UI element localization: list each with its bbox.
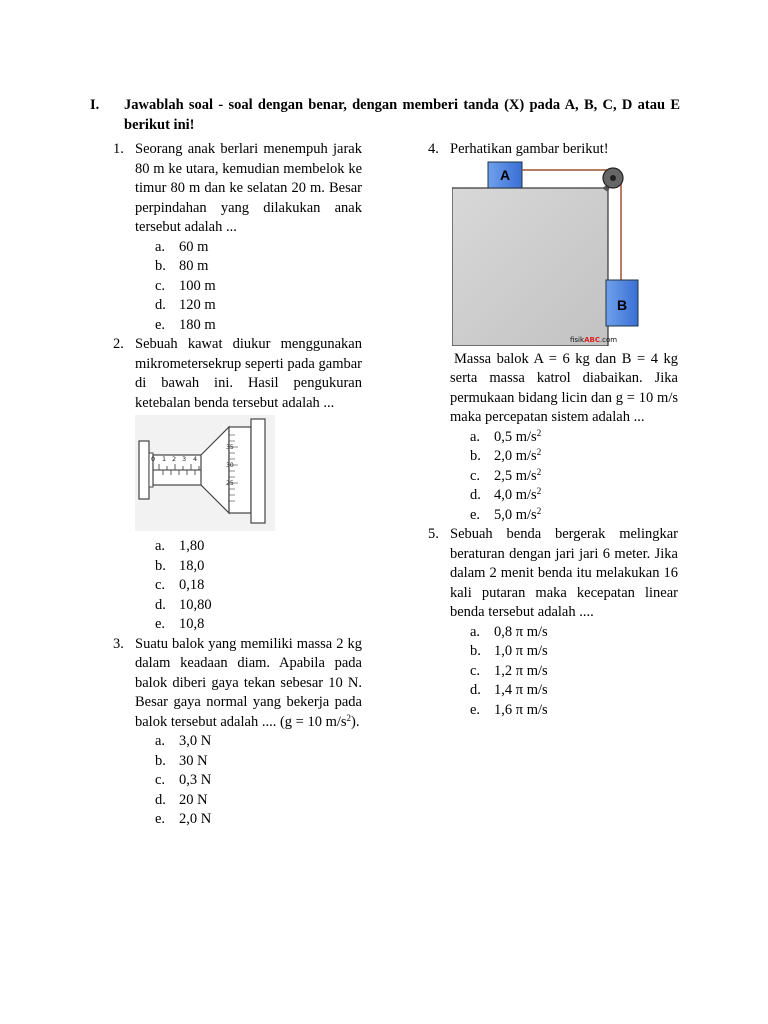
option-c[interactable]: c. 2,5 $m/s^2$ (470, 467, 678, 487)
question-text: Perhatikan gambar berikut! (450, 141, 609, 157)
option-text: 0,8 π m/s (494, 623, 548, 640)
option-c[interactable] (155, 576, 362, 596)
option-letter: d. (155, 297, 166, 313)
question-text-2: Massa balok A = 6 kg dan B = 4 kg serta massa katrol diabaikan. Jika permukaan bidang licin dan g = 10 m/s maka percepatan sistem adalah ... (450, 350, 678, 425)
option-text: 80 m (179, 258, 209, 274)
section-number: I. (90, 97, 100, 113)
option-text: 1,2 π m/s (494, 662, 548, 679)
option-letter: c. (155, 772, 166, 788)
option-b[interactable] (155, 257, 362, 277)
option-text: 1,6 π m/s (494, 701, 548, 718)
main-scale-0: 0 (151, 455, 156, 463)
option-text: 60 m (179, 238, 209, 255)
pulley-drawing (452, 160, 640, 346)
option-text: 30 N (179, 752, 208, 769)
options-list (450, 428, 678, 526)
option-text: 120 m (179, 297, 216, 313)
question-5 (428, 525, 678, 720)
option-b[interactable]: b. 2,0 $m/s^2$ (470, 447, 678, 467)
option-value: 2,5 (494, 467, 513, 484)
option-letter: b. (155, 557, 166, 574)
option-letter: a. (155, 238, 166, 255)
question-number: 5. (428, 526, 439, 542)
option-letter: a. (155, 733, 166, 749)
option-letter: e. (470, 506, 481, 523)
option-letter: b. (470, 643, 481, 659)
question-text: Seorang anak berlari menempuh jarak 80 m ke utara, kemudian membelok ke timur 80 m dan ke selatan 20 m. Besar perpindahan yang dilakukan anak tersebut adalah ... (135, 141, 362, 235)
option-d[interactable]: d. 4,0 $m/s^2$ (470, 486, 678, 506)
option-e[interactable] (155, 810, 362, 830)
option-letter: b. (470, 448, 481, 464)
block-b-label: B (616, 296, 628, 313)
option-letter: c. (470, 662, 481, 679)
main-scale-3: 3 (182, 455, 187, 463)
option-b[interactable] (155, 557, 362, 577)
option-letter: d. (470, 682, 481, 698)
option-letter: e. (155, 316, 166, 333)
option-a[interactable] (155, 732, 362, 752)
option-d[interactable] (155, 596, 362, 616)
option-text: 180 m (179, 316, 216, 333)
main-scale-1: 1 (162, 455, 167, 463)
question-text: Sebuah kawat diukur menggunakan mikrometersekrup seperti pada gambar di bawah ini. Hasil pengukuran ketebalan benda tersebut adalah ... (135, 336, 362, 411)
option-d[interactable] (470, 681, 678, 701)
option-value: 0,5 (494, 428, 513, 445)
question-4 (428, 140, 678, 525)
option-d[interactable] (155, 791, 362, 811)
option-text: 1,0 π m/s (494, 643, 548, 659)
option-a[interactable]: a. 0,5 $m/s^2$ (470, 428, 678, 448)
option-c[interactable] (155, 771, 362, 791)
question-number: 2. (113, 336, 124, 352)
option-text: 0,3 N (179, 772, 212, 788)
option-e[interactable] (155, 615, 362, 635)
options-list (135, 732, 362, 830)
option-text: 3,0 N (179, 733, 212, 749)
option-letter: e. (155, 616, 166, 632)
option-value: 2,0 (494, 448, 513, 464)
option-text: 20 N (179, 791, 208, 808)
thimble-scale-30: 30 (226, 462, 234, 469)
option-letter: d. (155, 791, 166, 808)
right-column (428, 140, 678, 720)
option-letter: a. (470, 623, 481, 640)
option-letter: b. (155, 258, 166, 274)
option-text: 0,18 (179, 577, 205, 593)
watermark: fisikABC.com (570, 335, 618, 344)
option-b[interactable] (155, 752, 362, 772)
pulley-figure (452, 160, 678, 346)
option-letter: e. (470, 701, 481, 718)
option-letter: d. (155, 596, 166, 613)
option-a[interactable] (470, 623, 678, 643)
option-letter: b. (155, 752, 166, 769)
option-letter: a. (155, 538, 166, 554)
left-column (113, 140, 362, 830)
main-scale-4: 4 (193, 455, 198, 463)
option-letter: c. (155, 277, 166, 294)
question-number: 1. (113, 141, 124, 157)
option-letter: a. (470, 428, 481, 445)
option-letter: c. (155, 577, 166, 593)
main-scale-2: 2 (172, 455, 177, 463)
option-text: 2,0 N (179, 811, 212, 827)
question-text: Suatu balok yang memiliki massa 2 kg dalam keadaan diam. Apabila pada balok diberi gaya tekan sebesar 10 N. Besar gaya normal yang bekerja pada balok tersebut adalah .... (g = 10 $m/s^2$). (135, 635, 362, 730)
micrometer-drawing (135, 415, 275, 531)
micrometer-figure (135, 415, 362, 537)
option-e[interactable] (155, 316, 362, 336)
thimble-scale-25: 25 (226, 480, 234, 487)
options-list (135, 537, 362, 635)
option-text: 10,8 (179, 616, 205, 632)
question-text: Sebuah benda bergerak melingkar beraturan dengan jari jari 6 meter. Jika dalam 2 menit benda itu melakukan 16 kali putaran maka kecepatan linear benda tersebut adalah .... (450, 526, 678, 620)
options-list (135, 238, 362, 336)
question-number: 3. (113, 635, 124, 652)
option-letter: c. (470, 467, 481, 484)
option-text: 100 m (179, 277, 216, 294)
question-number: 4. (428, 141, 439, 157)
option-c[interactable] (470, 662, 678, 682)
option-c[interactable] (155, 277, 362, 297)
option-a[interactable] (155, 238, 362, 258)
section-instruction: Jawablah soal - soal dengan benar, dengan memberi tanda (X) pada A, B, C, D atau E berikut ini! (124, 97, 680, 133)
option-text: 10,80 (179, 596, 212, 613)
option-d[interactable] (155, 296, 362, 316)
thimble-scale-35: 35 (226, 444, 234, 451)
question-1 (113, 140, 362, 335)
options-list (450, 623, 678, 721)
option-e[interactable] (470, 701, 678, 721)
block-a-label: A (499, 166, 511, 183)
option-text: 18,0 (179, 557, 205, 574)
option-b[interactable] (470, 642, 678, 662)
option-letter: e. (155, 811, 166, 827)
option-text: 1,4 π m/s (494, 682, 548, 698)
option-e[interactable]: e. 5,0 $m/s^2$ (470, 506, 678, 526)
option-letter: d. (470, 487, 481, 503)
option-a[interactable] (155, 537, 362, 557)
question-2 (113, 335, 362, 635)
option-text: 1,80 (179, 538, 205, 554)
question-3 (113, 635, 362, 830)
option-value: 5,0 (494, 506, 513, 523)
option-value: 4,0 (494, 487, 513, 503)
